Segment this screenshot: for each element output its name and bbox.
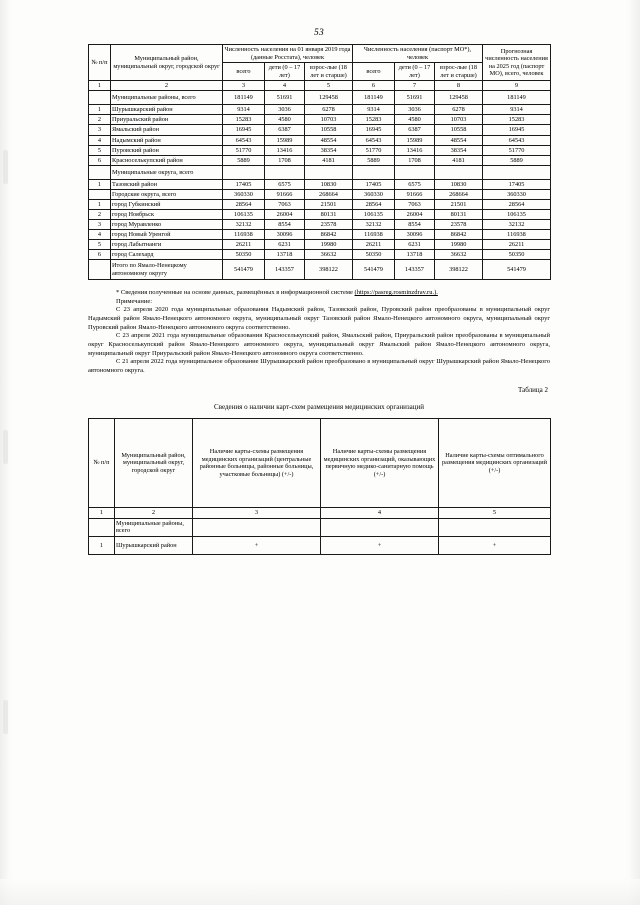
row-value: 4580 bbox=[395, 115, 435, 125]
table-row bbox=[89, 536, 551, 554]
row-value: 6231 bbox=[265, 239, 305, 249]
table-row bbox=[89, 91, 551, 105]
row-value: 28564 bbox=[223, 199, 265, 209]
row-value: 32132 bbox=[353, 219, 395, 229]
table2-label: Таблица 2 bbox=[518, 386, 548, 395]
row-municipality: Ямальский район bbox=[111, 125, 223, 135]
row-value: 64543 bbox=[223, 135, 265, 145]
row-value: 8554 bbox=[395, 219, 435, 229]
row-value: 116938 bbox=[353, 229, 395, 239]
row-municipality: город Ноябрьск bbox=[111, 209, 223, 219]
header-forecast-2025: Прогнозная численность населения на 2025 год (паспорт МО), всего, человек bbox=[483, 45, 551, 81]
row-municipality: город Губкинский bbox=[111, 199, 223, 209]
col-number: 9 bbox=[483, 81, 551, 91]
map-schemes-table bbox=[88, 418, 551, 554]
row-value: 51770 bbox=[353, 145, 395, 155]
row-value: 398122 bbox=[305, 260, 353, 280]
row-value: 181149 bbox=[483, 91, 551, 105]
row-value: 26211 bbox=[353, 239, 395, 249]
row-value: 50350 bbox=[353, 249, 395, 259]
row-value: 16945 bbox=[223, 125, 265, 135]
row-number: 2 bbox=[89, 209, 111, 219]
row-number: 6 bbox=[89, 155, 111, 165]
note-paragraph-2022: С 21 апреля 2022 года муниципальное образование Шурышкарский район преобразовано в муниципальный округ Шурышкарский район Ямало-Ненецкого автономного округа. bbox=[88, 358, 550, 374]
binder-punch-mark bbox=[3, 700, 8, 734]
row-value bbox=[353, 165, 395, 179]
row-value: 86842 bbox=[435, 229, 483, 239]
row-number: 5 bbox=[89, 239, 111, 249]
header-rosstat-adults: взрос-лые (18 лет и старше) bbox=[305, 63, 353, 81]
col-number: 1 bbox=[89, 81, 111, 91]
header-passport-adults: взрос-лые (18 лет и старше) bbox=[435, 63, 483, 81]
row-municipality: Красноселькупский район bbox=[111, 155, 223, 165]
row-value: 541479 bbox=[353, 260, 395, 280]
row-value: 13718 bbox=[395, 249, 435, 259]
row-value: 6278 bbox=[435, 105, 483, 115]
table-row bbox=[89, 115, 551, 125]
table-row bbox=[89, 229, 551, 239]
row-value: 360330 bbox=[353, 189, 395, 199]
row-value: 181149 bbox=[223, 91, 265, 105]
row-value: 17405 bbox=[483, 179, 551, 189]
scan-edge-right bbox=[624, 0, 640, 905]
row-value: 64543 bbox=[483, 135, 551, 145]
row-value: 51770 bbox=[483, 145, 551, 155]
row-number: 4 bbox=[89, 135, 111, 145]
table-row bbox=[89, 145, 551, 155]
row-municipality: Муниципальные районы, всего bbox=[111, 91, 223, 105]
row-value: 10830 bbox=[305, 179, 353, 189]
row-value: 1708 bbox=[395, 155, 435, 165]
col-number: 5 bbox=[439, 508, 551, 518]
col-number: 8 bbox=[435, 81, 483, 91]
row-number: 1 bbox=[89, 199, 111, 209]
row-value: 38354 bbox=[305, 145, 353, 155]
row-value: + bbox=[193, 536, 321, 554]
row-value: 4580 bbox=[265, 115, 305, 125]
table-row bbox=[89, 189, 551, 199]
col-number: 3 bbox=[223, 81, 265, 91]
row-value: 129458 bbox=[305, 91, 353, 105]
row-value: 116938 bbox=[483, 229, 551, 239]
row-value bbox=[483, 165, 551, 179]
row-value: 21501 bbox=[435, 199, 483, 209]
table-row bbox=[89, 260, 551, 280]
row-value: 1708 bbox=[265, 155, 305, 165]
row-value: 13718 bbox=[265, 249, 305, 259]
row-value: 10558 bbox=[305, 125, 353, 135]
row-value: 398122 bbox=[435, 260, 483, 280]
row-value: 143357 bbox=[395, 260, 435, 280]
row-municipality: город Лабытнанги bbox=[111, 239, 223, 249]
row-value: 541479 bbox=[223, 260, 265, 280]
row-value: 48554 bbox=[305, 135, 353, 145]
row-value: 106135 bbox=[483, 209, 551, 219]
row-value: 10703 bbox=[435, 115, 483, 125]
row-value: 51691 bbox=[265, 91, 305, 105]
row-value: 50350 bbox=[223, 249, 265, 259]
row-value: 86842 bbox=[305, 229, 353, 239]
row-value: 32132 bbox=[223, 219, 265, 229]
row-value: 7063 bbox=[265, 199, 305, 209]
footnote-link[interactable]: (https://pasreg.rosminzdrav.ru.). bbox=[354, 289, 438, 297]
row-value: 4181 bbox=[305, 155, 353, 165]
row-value: 21501 bbox=[305, 199, 353, 209]
row-value: 4181 bbox=[435, 155, 483, 165]
row-value: 5889 bbox=[353, 155, 395, 165]
row-municipality: Итого по Ямало-Ненецкому автономному округу bbox=[111, 260, 223, 280]
row-number bbox=[89, 518, 115, 536]
row-value: 3036 bbox=[265, 105, 305, 115]
row-value: 19980 bbox=[305, 239, 353, 249]
row-value: 6278 bbox=[305, 105, 353, 115]
table2-column-numbering-row bbox=[89, 508, 551, 518]
table2-title: Сведения о наличии карт-схем размещения медицинских организаций bbox=[214, 403, 424, 412]
row-value: 6575 bbox=[265, 179, 305, 189]
header2-municipality: Муниципальный район, муниципальный округ, городской округ bbox=[115, 419, 193, 508]
row-value: 26004 bbox=[265, 209, 305, 219]
row-value: 16945 bbox=[353, 125, 395, 135]
table-row bbox=[89, 518, 551, 536]
row-value: 17405 bbox=[223, 179, 265, 189]
row-number: 3 bbox=[89, 125, 111, 135]
row-value: 23578 bbox=[435, 219, 483, 229]
row-value: 129458 bbox=[435, 91, 483, 105]
row-value: 15283 bbox=[223, 115, 265, 125]
table-row bbox=[89, 165, 551, 179]
row-value: 64543 bbox=[353, 135, 395, 145]
row-value: 6387 bbox=[265, 125, 305, 135]
row-value: 50350 bbox=[483, 249, 551, 259]
row-number: 2 bbox=[89, 115, 111, 125]
row-municipality: Приуральский район bbox=[111, 115, 223, 125]
row-municipality: Надымский район bbox=[111, 135, 223, 145]
table-row bbox=[89, 179, 551, 189]
row-value: 268664 bbox=[305, 189, 353, 199]
row-value: 10830 bbox=[435, 179, 483, 189]
header-group-rosstat: Численность населения на 01 января 2019 года (данные Росстата), человек bbox=[223, 45, 353, 63]
table-row bbox=[89, 219, 551, 229]
row-value: 143357 bbox=[265, 260, 305, 280]
col-number: 1 bbox=[89, 508, 115, 518]
row-value: 5889 bbox=[223, 155, 265, 165]
header-passport-children: дети (0 – 17 лет) bbox=[395, 63, 435, 81]
page-content bbox=[88, 28, 550, 555]
row-value: 181149 bbox=[353, 91, 395, 105]
row-value: 91666 bbox=[265, 189, 305, 199]
row-value: 16945 bbox=[483, 125, 551, 135]
row-value: 80131 bbox=[435, 209, 483, 219]
row-value: 36632 bbox=[435, 249, 483, 259]
map-schemes-table-body bbox=[89, 508, 551, 554]
notes-block bbox=[88, 289, 550, 375]
row-value: 51770 bbox=[223, 145, 265, 155]
row-number: 1 bbox=[89, 105, 111, 115]
row-value: 541479 bbox=[483, 260, 551, 280]
col-number: 2 bbox=[115, 508, 193, 518]
row-number bbox=[89, 189, 111, 199]
scan-edge-bottom bbox=[0, 879, 640, 905]
col-number: 6 bbox=[353, 81, 395, 91]
footnote-text: * Сведения полученные на основе данных, размещённых в информационной системе bbox=[116, 289, 353, 297]
row-value bbox=[435, 165, 483, 179]
table-row bbox=[89, 239, 551, 249]
row-value bbox=[305, 165, 353, 179]
row-value bbox=[321, 518, 439, 536]
row-value: 116938 bbox=[223, 229, 265, 239]
col-number: 2 bbox=[111, 81, 223, 91]
column-numbering-row bbox=[89, 81, 551, 91]
row-value: 15989 bbox=[265, 135, 305, 145]
row-municipality: город Муравленко bbox=[111, 219, 223, 229]
row-value bbox=[395, 165, 435, 179]
row-value: 106135 bbox=[223, 209, 265, 219]
row-value: 30096 bbox=[395, 229, 435, 239]
table-row bbox=[89, 105, 551, 115]
header2-scheme-hospitals: Наличие карты-схемы размещения медицинских организаций (центральные районные больницы, районные больницы, участковые больницы) (+/-) bbox=[193, 419, 321, 508]
row-value: 28564 bbox=[353, 199, 395, 209]
col-number: 5 bbox=[305, 81, 353, 91]
row-value: 32132 bbox=[483, 219, 551, 229]
row-value: 8554 bbox=[265, 219, 305, 229]
row-value: 36632 bbox=[305, 249, 353, 259]
header2-number: № п/п bbox=[89, 419, 115, 508]
row-number: 5 bbox=[89, 145, 111, 155]
row-value: 10558 bbox=[435, 125, 483, 135]
table-row bbox=[89, 199, 551, 209]
row-value: 91666 bbox=[395, 189, 435, 199]
row-value: 15283 bbox=[483, 115, 551, 125]
table-header-row bbox=[89, 45, 551, 63]
row-value: 19980 bbox=[435, 239, 483, 249]
row-value bbox=[223, 165, 265, 179]
row-value: + bbox=[439, 536, 551, 554]
row-number: 3 bbox=[89, 219, 111, 229]
row-value: 360330 bbox=[223, 189, 265, 199]
table-row bbox=[89, 155, 551, 165]
table-row bbox=[89, 249, 551, 259]
row-value: 17405 bbox=[353, 179, 395, 189]
row-number bbox=[89, 260, 111, 280]
row-municipality: Городские округа, всего bbox=[111, 189, 223, 199]
row-value: 51691 bbox=[395, 91, 435, 105]
header-number: № п/п bbox=[89, 45, 111, 81]
row-value: 10703 bbox=[305, 115, 353, 125]
col-number: 7 bbox=[395, 81, 435, 91]
row-value: 80131 bbox=[305, 209, 353, 219]
row-municipality: Пуровский район bbox=[111, 145, 223, 155]
row-value bbox=[439, 518, 551, 536]
page-number: 53 bbox=[313, 28, 325, 38]
binder-punch-mark bbox=[3, 150, 8, 184]
row-value: 15989 bbox=[395, 135, 435, 145]
header-group-passport: Численность населения (паспорт МО*), человек bbox=[353, 45, 483, 63]
row-number: 6 bbox=[89, 249, 111, 259]
header-passport-total: всего bbox=[353, 63, 395, 81]
row-value: 6575 bbox=[395, 179, 435, 189]
table-row bbox=[89, 125, 551, 135]
row-value: 26211 bbox=[223, 239, 265, 249]
row-value: 38354 bbox=[435, 145, 483, 155]
table2-header-row bbox=[89, 419, 551, 508]
row-number bbox=[89, 165, 111, 179]
row-value bbox=[193, 518, 321, 536]
row-municipality: город Салехард bbox=[111, 249, 223, 259]
row-value: 13416 bbox=[265, 145, 305, 155]
row-value: 30096 bbox=[265, 229, 305, 239]
table-row bbox=[89, 135, 551, 145]
row-value: 23578 bbox=[305, 219, 353, 229]
col-number: 4 bbox=[265, 81, 305, 91]
binder-punch-mark bbox=[3, 430, 8, 464]
header-municipality: Муниципальный район, муниципальный округ, городской округ bbox=[111, 45, 223, 81]
row-municipality: Шурышкарский район bbox=[111, 105, 223, 115]
footnote-source bbox=[88, 289, 550, 298]
row-value bbox=[265, 165, 305, 179]
col-number: 3 bbox=[193, 508, 321, 518]
row-value: 48554 bbox=[435, 135, 483, 145]
row-municipality: Тазовский район bbox=[111, 179, 223, 189]
note-label: Примечание: bbox=[116, 297, 153, 305]
row-municipality: город Новый Уренгой bbox=[111, 229, 223, 239]
row-value: + bbox=[321, 536, 439, 554]
row-value: 13416 bbox=[395, 145, 435, 155]
row-value: 15283 bbox=[353, 115, 395, 125]
header-rosstat-children: дети (0 – 17 лет) bbox=[265, 63, 305, 81]
row-number: 1 bbox=[89, 179, 111, 189]
row-value: 360330 bbox=[483, 189, 551, 199]
header-rosstat-total: всего bbox=[223, 63, 265, 81]
row-number bbox=[89, 91, 111, 105]
row-number: 4 bbox=[89, 229, 111, 239]
population-table bbox=[88, 44, 551, 280]
row-value: 5889 bbox=[483, 155, 551, 165]
col-number: 4 bbox=[321, 508, 439, 518]
row-value: 106135 bbox=[353, 209, 395, 219]
row-value: 28564 bbox=[483, 199, 551, 209]
row-value: 26211 bbox=[483, 239, 551, 249]
row-value: 6387 bbox=[395, 125, 435, 135]
row-value: 6231 bbox=[395, 239, 435, 249]
row-municipality: Муниципальные районы, всего bbox=[115, 518, 193, 536]
row-value: 26004 bbox=[395, 209, 435, 219]
table-row bbox=[89, 209, 551, 219]
row-value: 3036 bbox=[395, 105, 435, 115]
row-value: 268664 bbox=[435, 189, 483, 199]
row-value: 9314 bbox=[483, 105, 551, 115]
row-number: 1 bbox=[89, 536, 115, 554]
population-table-body bbox=[89, 81, 551, 280]
row-value: 9314 bbox=[353, 105, 395, 115]
row-municipality: Муниципальные округа, всего bbox=[111, 165, 223, 179]
header2-scheme-primary-care: Наличие карты-схемы размещения медицинских организаций, оказывающих первичную медико-санитарную помощь (+/-) bbox=[321, 419, 439, 508]
row-value: 7063 bbox=[395, 199, 435, 209]
row-municipality: Шурышкарский район bbox=[115, 536, 193, 554]
row-value: 9314 bbox=[223, 105, 265, 115]
note-paragraph-2021: С 23 апреля 2021 года муниципальные образования Красноселькупский район, Ямальский район, Приуральский район преобразованы в муниципальный округ Красноселькупский район Ямало-Ненецкого автономного округа, муниципальный округ Ямальский район Ямало-Ненецкого автономного округа, муниципальный округ Приуральский район Ямало-Ненецкого автономного округа соответственно. bbox=[88, 332, 550, 357]
note-paragraph-2020: С 23 апреля 2020 года муниципальные образования Надымский район, Тазовский район, Пуровский район преобразованы в муниципальный округ Надымский район Ямало-Ненецкого автономного округа, муниципальный округ Тазовский район Ямало-Ненецкого автономного округа, муниципальный округ Пуровский район Ямало-Ненецкого автономного округа соответственно. bbox=[88, 306, 550, 331]
header2-scheme-optimal: Наличие карты-схемы оптимального размещения медицинских организаций (+/-) bbox=[439, 419, 551, 508]
